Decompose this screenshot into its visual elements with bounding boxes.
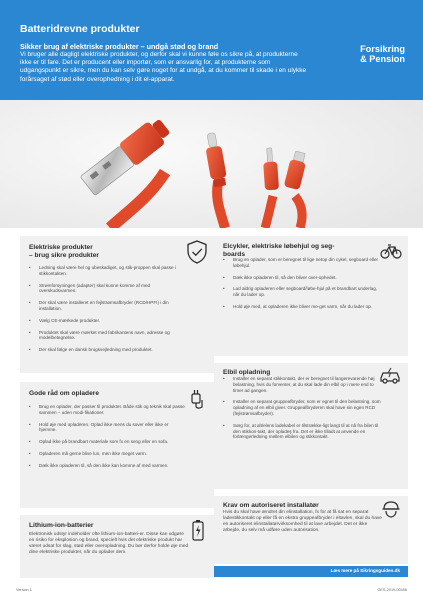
list-item: • Brug en oplader, som er beregnet til lige netop din cykel, segboard eller løbehjul. — [221, 257, 381, 269]
list-item: • Ledning skal være hel og ubeskadiget, og stik-proppen skal passe i stikkontakten. — [27, 265, 187, 277]
list-item: • Lad aldrig opladeren eller segboard/løbe-hjul på et brandbart underlag, når du lader op. — [221, 286, 381, 298]
page-title: Batteridrevne produkter — [20, 23, 140, 35]
electric-car-icon — [378, 367, 402, 390]
bicycle-icon — [380, 242, 402, 265]
header-banner — [0, 0, 423, 100]
list-item: • Installer en separat gruppeafbryder, som er egnet til den belastning, som opladning af en elbil giver. Gruppeafbryderen skal have sin egen RCD (fejlstrømsafbryder). — [221, 399, 381, 416]
card-title: Elbil opladning — [223, 369, 271, 376]
elcykler-list — [221, 257, 381, 316]
card-autoriseret — [214, 496, 408, 564]
forsikring-pension-logo — [325, 44, 405, 64]
card-title-line-2: boards — [223, 251, 245, 258]
card-title: Lithium-ion-batterier — [29, 522, 94, 529]
card-title: Krav om autoriseret installatør — [223, 502, 319, 509]
list-item: • Der skal være installeret en fejlstrømsafbryder (RCD/HPFI) i din installation. — [27, 300, 187, 312]
list-item: • Sørg for, at alt/elens ladekabel er tilstrække-ligt langt til at nå fra bilen til den stikkon-takt, der opladeş fra. Det er ikke tilladt at anvende en forlængerledning mellem elbilen og stikkontakt. — [221, 423, 381, 440]
list-item: • Dæk ikke opladeren til, så den ikke kan komme af med varmen. — [27, 463, 187, 469]
charger-plug-icon — [190, 388, 206, 415]
card-opladere — [20, 382, 214, 508]
list-item: • Vælg CE-mærkede produkter. — [27, 318, 187, 324]
list-item: • Hold øje med opladeren. Oplad ikke mens du sover eller ikke er hjemme. — [27, 422, 187, 434]
battery-warning-icon — [192, 519, 204, 546]
elektriske-list — [27, 265, 187, 359]
autoriseret-text: Hvis du skal have ændret din elinstallation, fx for at få sat en separat ladestikkontakt op eller få en ekstra gruppeafbryder i eltavlen, skal du have en autoriseret elinstallatørvirksomhed til at lave arbejdet. Det er ikke arbejde, du selv må udføre uden autorisation. — [223, 510, 382, 533]
list-item: • Installer en separat stikkontakt, der er beregnet til langerevarende høj belastning, hvis du forventer, at du skal lade din elbil op i mere end to timer ad gangen. — [221, 376, 381, 393]
sikringsguiden-link[interactable]: Læs mere på Sikringsguiden.dk — [330, 568, 400, 573]
card-elcykler — [214, 236, 408, 356]
sikringsguiden-link-bar[interactable] — [214, 566, 408, 577]
card-lithium — [20, 515, 214, 578]
list-item: • Der skal følge en dansk brugsvejledning med produktet. — [27, 347, 187, 353]
card-title-line-1: Elektriske produkter — [29, 244, 93, 251]
intro-text: Vi bruger alle dagligt elektriske produkter, og derfor skal vi kunne føle os sikre på, at produkterne ikke er til fare. Det er producent eller importør, som er ansvarlig for, at produkterne som udgangspunkt er sikre, men du kan selv gøre noget for at undgå, at du kommer til skade i en ulykke forårsaget af stød eller overophedning i dit el-apparat. — [20, 51, 307, 83]
electrician-helmet-icon — [381, 499, 401, 524]
logo-line-1: Forsikring — [360, 44, 405, 54]
version-label: Version 1 — [16, 588, 32, 592]
card-title — [29, 244, 99, 260]
lithium-text: Elektronisk udstyr indeholder ofte lithium-ion-batteri-er. Disse kan udgøre en risiko for eksplosion og brand, specielt hvis det elektriske produkt har været udsat for slag, stød eller overopladning. Du bør derfor holde øje med dine elektriske produkter, når du oplader dem. — [29, 532, 189, 555]
usb-cables-photo — [0, 100, 423, 228]
opladere-list — [27, 404, 187, 475]
card-title: Gode råd om opladere — [29, 390, 99, 397]
logo-line-2: & Pension — [360, 54, 405, 64]
list-item: • Oplad ikke på brandbart materiale som fx en seng eller en sofa. — [27, 439, 187, 445]
document-code: GES-2019-00496 — [377, 588, 407, 592]
card-elektriske-produkter — [20, 236, 214, 373]
list-item: • Opladeren må gerne blive lun, men ikke meget varm. — [27, 451, 187, 457]
card-title-line-1: Elcykler, elektriske løbehjul og seg- — [223, 243, 335, 250]
list-item: • Strømforsyningen (adapter) skal kunne komme af med overskudsvarmen. — [27, 283, 187, 295]
list-item: • Dæk ikke opladeren til, så den bliver over-ophedet. — [221, 275, 381, 281]
elbil-list — [221, 376, 381, 446]
usb-cables-illustration — [0, 100, 423, 228]
page-subtitle: Sikker brug af elektriske produkter – undgå stød og brand — [20, 42, 219, 51]
list-item: • Produktet skal være mærket med fabrikantens navn, adresse og modelbetegnelse. — [27, 330, 187, 342]
list-item: • Brug en oplader, der passer til produktet. Både stik og teknik skal passe sammen – uden modi-fikationer. — [27, 404, 187, 416]
card-elbil — [214, 363, 408, 489]
list-item: • Hold øje med, at opladeren ikke bliver me-get varm, når du lader op. — [221, 304, 381, 310]
card-title-line-2: – brug sikre produkter — [29, 252, 99, 259]
shield-check-icon — [186, 240, 208, 269]
